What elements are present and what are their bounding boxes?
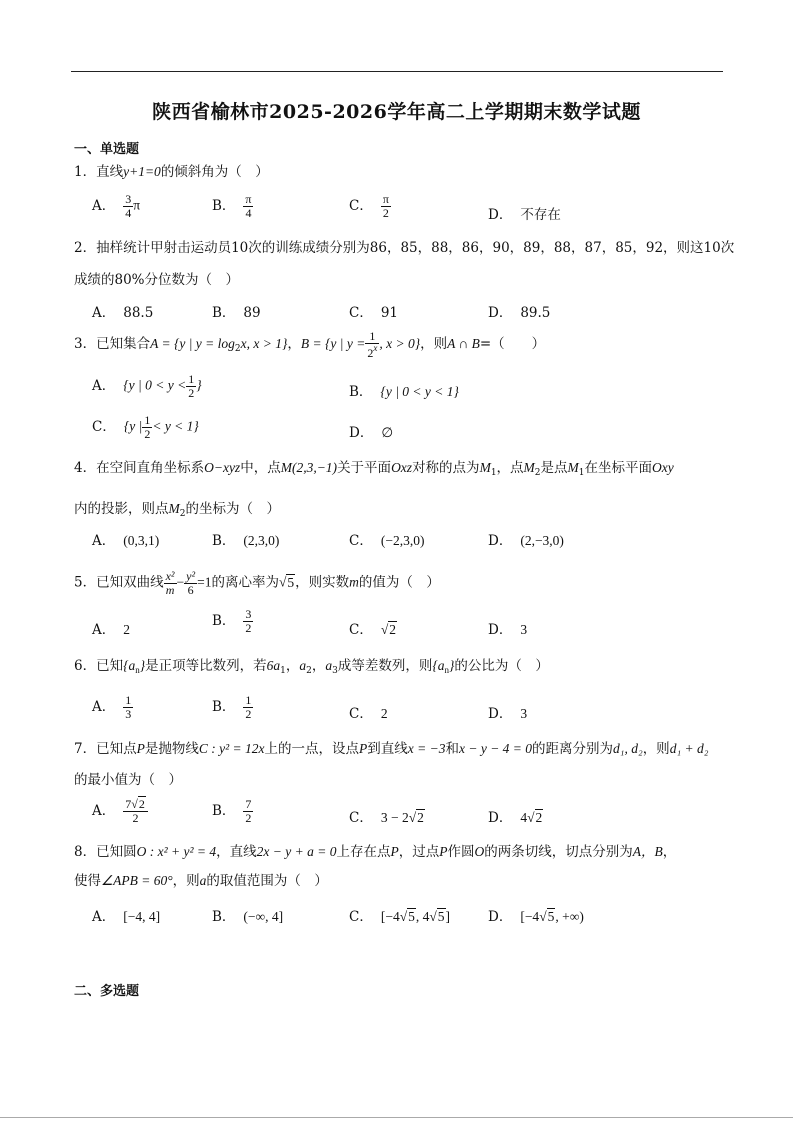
fraction: $\frac{1}{2^x}$: [367, 329, 378, 360]
question-6: 6．已知$\{a_n\}$是正项等比数列，若$6a_1$，$a_2$，$a_3$成等差数列，则$\{a_n\}$的公比为（ ）: [74, 658, 549, 676]
section-multi-choice: 二、多选题: [74, 984, 140, 999]
q5-option-a: A． 2: [92, 622, 130, 638]
q4-option-d: D． (2,−3,0): [488, 533, 564, 549]
q2-option-a: A． 88.5: [92, 305, 154, 321]
q6-option-a: A． $\frac{1}{3}$: [92, 693, 132, 721]
q1-option-d: D． 不存在: [488, 207, 561, 223]
q3-option-b: B． {y | 0 < y < 1}: [349, 384, 459, 400]
page-title: 陕西省榆林市2025-2026学年高二上学期期末数学试题: [152, 101, 641, 123]
fraction: $\frac{7}{2}$: [245, 797, 252, 825]
fraction: $\frac{1}{2}$: [188, 372, 195, 400]
question-7-line-2: 的最小值为（ ）: [74, 772, 182, 788]
question-number: 1．: [74, 164, 97, 180]
question-3: 3．已知集合A = {y | $y = \log_2x$, x > 1}，B = {y | y = $\frac{1}{2^x}$ , x > 0}，则A ∩ B=（ ）: [74, 329, 546, 360]
question-number: 5．: [74, 574, 97, 591]
q2-option-b: B． 89: [212, 305, 261, 321]
question-2-line-2: 成绩的80%分位数为（ ）: [74, 272, 240, 288]
question-4: 4．在空间直角坐标系O−xyz中，点M(2,3,−1)关于平面Oxz对称的点为$M_1$，点$M_2$是点$M_1$在坐标平面Oxy: [74, 460, 674, 478]
question-1: 1．直线y+1=0的倾斜角为（ ）: [74, 164, 269, 180]
question-number: 2．: [74, 240, 97, 256]
q2-option-d: D． 89.5: [488, 305, 551, 321]
q4-option-c: C． (−2,3,0): [349, 533, 425, 549]
q4-option-a: A． (0,3,1): [92, 533, 160, 549]
q4-option-b: B． (2,3,0): [212, 533, 280, 549]
question-number: 8．: [74, 844, 97, 860]
q7-option-b: B． $\frac{7}{2}$: [212, 797, 252, 825]
question-4-line-2: 内的投影，则点$M_2$的坐标为（ ）: [74, 501, 280, 519]
question-7: 7．已知点P是抛物线C : y² = 12x上的一点，设点P到直线x = −3和x − y − 4 = 0的距离分别为d₁, d₂，则d₁ + d₂: [74, 741, 709, 757]
q7-option-c: C． 3 − 2√2: [349, 810, 424, 826]
q6-option-d: D． 3: [488, 706, 528, 722]
q1-option-a: A． $\frac{3}{4}$ π: [92, 192, 141, 220]
math-expr: y+1=0: [123, 164, 161, 179]
question-8: 8．已知圆O : x² + y² = 4，直线2x − y + a = 0上存在点P，过点P作圆O的两条切线，切点分别为A，B，: [74, 844, 677, 860]
footer-rule: [0, 1117, 793, 1118]
q5-option-d: D． 3: [488, 622, 528, 638]
section-single-choice: 一、单选题: [74, 142, 140, 157]
q6-option-b: B． $\frac{1}{2}$: [212, 693, 252, 721]
q3-option-a: A． {y | 0 < y < $\frac{1}{2}$ }: [92, 372, 202, 400]
q8-option-b: B． (−∞, 4]: [212, 909, 284, 925]
q1-option-c: C． $\frac{\pi}{2}$: [349, 192, 389, 220]
fraction: $\frac{1}{2}$: [144, 413, 151, 441]
fraction: $\frac{\pi}{4}$: [245, 192, 252, 220]
question-number: 6．: [74, 658, 97, 674]
fraction: $\frac{3}{2}$: [245, 607, 252, 635]
question-number: 3．: [74, 336, 97, 353]
q7-option-a: A． $\frac{7√2}{2}$: [92, 798, 148, 824]
sqrt: √5: [278, 574, 295, 590]
fraction: $\frac{3}{4}$: [125, 192, 132, 220]
question-2: 2．抽样统计甲射击运动员10次的训练成绩分别为86，85，88，86，90，89，88，87，85，92，则这10次: [74, 240, 735, 256]
fraction: $\frac{1}{2}$: [245, 693, 252, 721]
question-number: 7．: [74, 741, 97, 757]
fraction: $\frac{\text{y²}}{6}$: [186, 569, 196, 597]
q2-option-c: C． 91: [349, 305, 399, 321]
q8-option-d: D． [−4√5, +∞): [488, 909, 584, 925]
fraction: $\frac{\pi}{2}$: [382, 192, 389, 220]
q8-option-a: A． [−4, 4]: [92, 909, 161, 925]
q7-option-d: D． 4√2: [488, 810, 543, 826]
q6-option-c: C． 2: [349, 706, 388, 722]
fraction: $\frac{7√2}{2}$: [123, 798, 148, 824]
question-5: 5．已知双曲线 $\frac{\text{x²}}{m}$ − $\frac{\text{y²}}{6}$ =1的离心率为√5，则实数m的值为（ ）: [74, 569, 440, 597]
q1-option-b: B． $\frac{\pi}{4}$: [212, 192, 252, 220]
q5-option-c: C． √2: [349, 622, 397, 638]
question-number: 4．: [74, 460, 97, 476]
fraction: $\frac{\text{x²}}{m}$: [165, 569, 175, 597]
q5-option-b: B． $\frac{3}{2}$: [212, 607, 252, 635]
q3-option-c: C． {y | $\frac{1}{2}$ < y < 1}: [92, 413, 199, 441]
header-rule: [71, 71, 723, 72]
q8-option-c: C． [−4√5, 4√5]: [349, 909, 451, 925]
fraction: $\frac{1}{3}$: [125, 693, 132, 721]
q3-option-d: D． ∅: [349, 425, 394, 441]
question-8-line-2: 使得∠APB = 60°，则a的取值范围为（ ）: [74, 873, 328, 889]
